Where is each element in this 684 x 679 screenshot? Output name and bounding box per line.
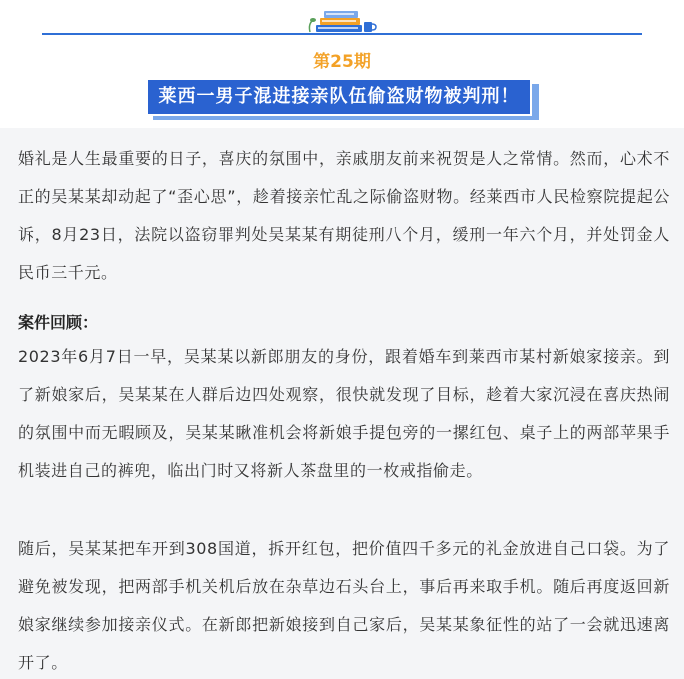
article-title: 莱西一男子混进接亲队伍偷盗财物被判刑！ xyxy=(146,78,532,116)
issue-number: 第25期 xyxy=(313,52,371,72)
header-divider xyxy=(42,33,642,35)
intro-paragraph: 婚礼是人生最重要的日子，喜庆的氛围中，亲戚朋友前来祝贺是人之常情。然而，心术不正的吴某某却动起了“歪心思”，趁着接亲忙乱之际偷盗财物。经莱西市人民检察院提起公诉，8月23日，法院以盗窃罪判处吴某某有期徒刑八个月，缓刑一年六个月，并处罚金人民币三千元。 xyxy=(18,149,670,282)
books-icon xyxy=(302,5,382,35)
case-paragraph-2: 随后，吴某某把车开到308国道，拆开红包，把价值四千多元的礼金放进自己口袋。为了避免被发现，把两部手机关机后放在杂草边石头台上，事后再来取手机。随后再度返回新娘家继续参加接亲仪式。在新郎把新娘接到自己家后，吴某某象征性的站了一会就迅速离开了。 xyxy=(18,539,670,672)
case-review-heading: 案件回顾： xyxy=(18,313,99,332)
title-banner xyxy=(146,78,536,118)
article-body xyxy=(0,128,684,679)
case-paragraph-1: 2023年6月7日一早，吴某某以新郎朋友的身份，跟着婚车到莱西市某村新娘家接亲。到了新娘家后，吴某某在人群后边四处观察，很快就发现了目标，趁着大家沉浸在喜庆热闹的氛围中而无暇顾及，吴某某瞅准机会将新娘手提包旁的一摞红包、桌子上的两部苹果手机装进自己的裤兜，临出门时又将新人茶盘里的一枚戒指偷走。 xyxy=(18,347,670,480)
article-header xyxy=(0,0,684,128)
